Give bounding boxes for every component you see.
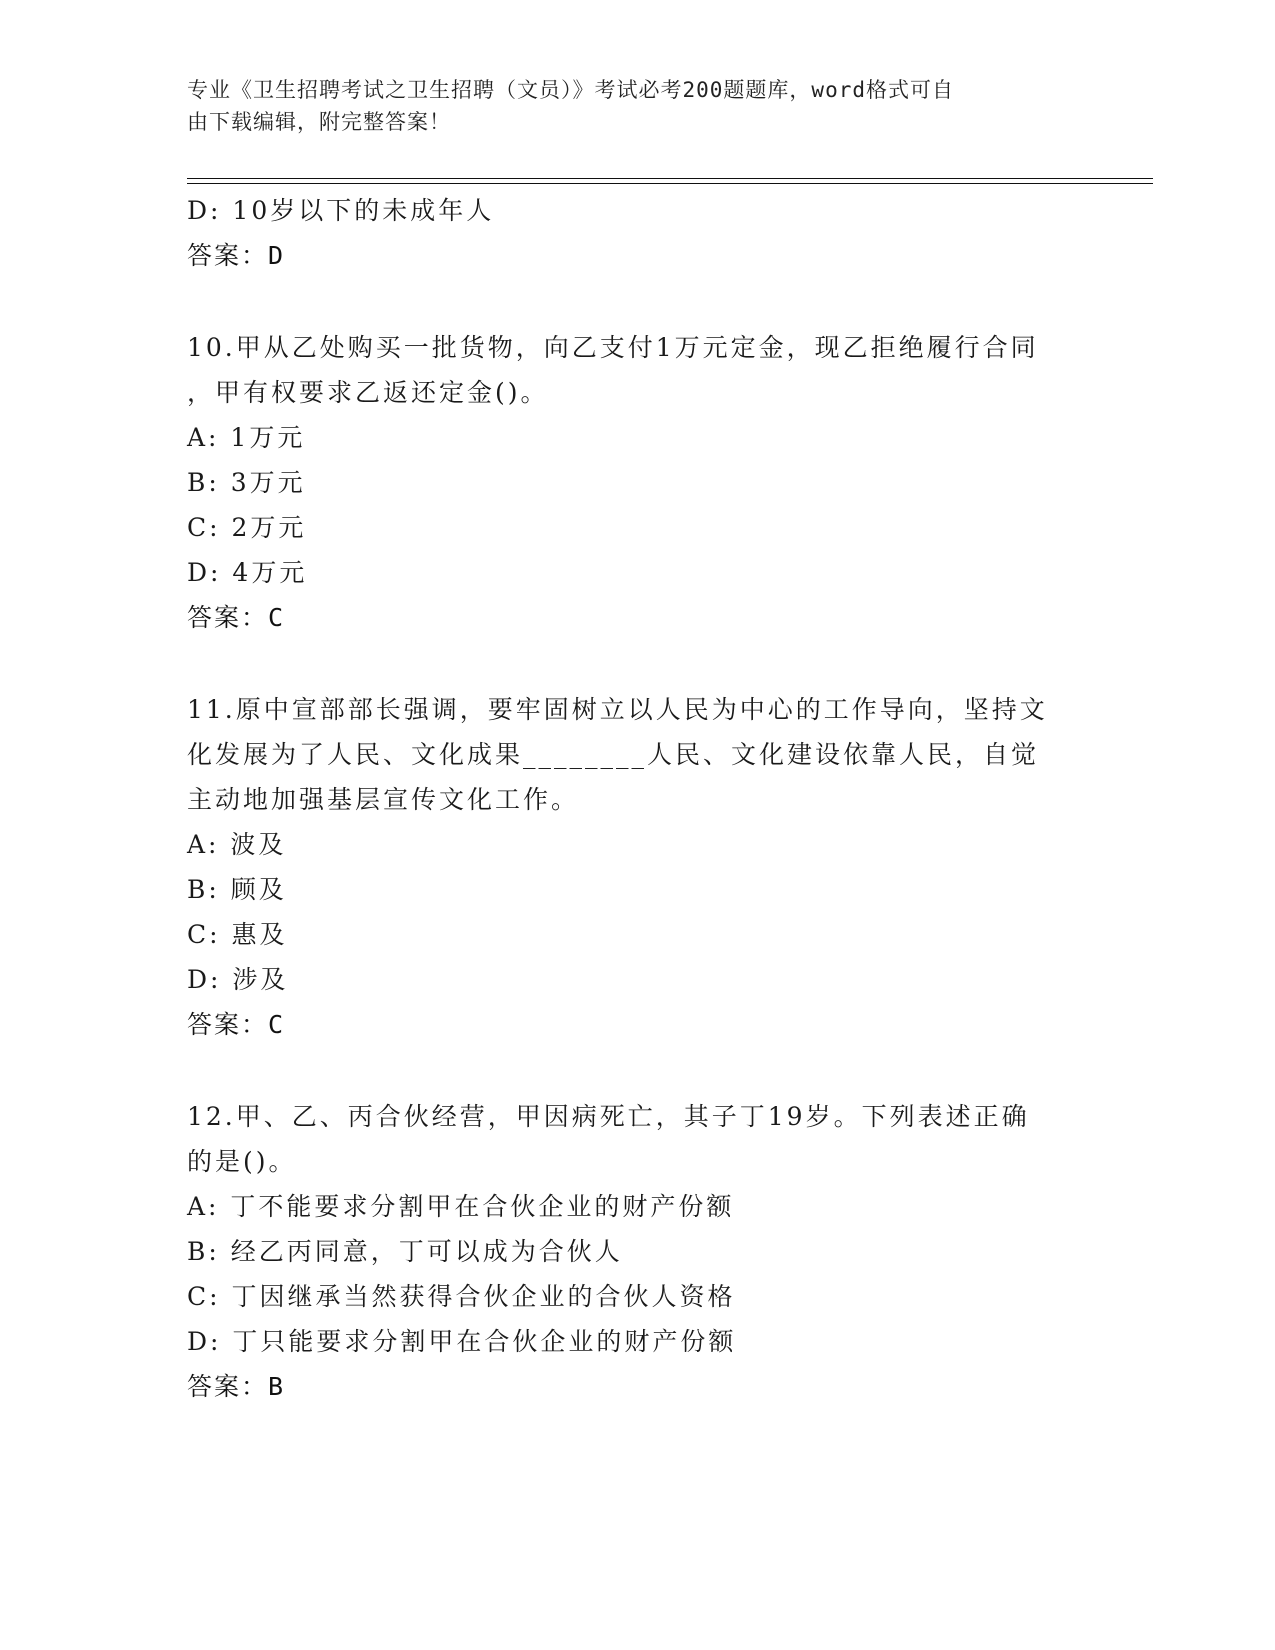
header-line-2: 由下载编辑，附完整答案！	[187, 110, 451, 134]
option-c: C: 2万元	[187, 513, 307, 542]
answer-line: 答案：C	[187, 603, 286, 632]
spacer	[187, 640, 1087, 687]
option-a: A: 波及	[187, 830, 287, 859]
question-stem-line: 主动地加强基层宣传文化工作。	[187, 785, 580, 814]
page-header	[187, 74, 1067, 138]
option-b: B: 经乙丙同意，丁可以成为合伙人	[187, 1237, 623, 1266]
question-stem-line: 11.原中宣部部长强调，要牢固树立以人民为中心的工作导向，坚持文	[187, 695, 1048, 724]
option-a: A: 1万元	[187, 423, 306, 452]
option-b: B: 3万元	[187, 468, 306, 497]
header-divider-bottom	[187, 183, 1153, 184]
question-10	[187, 325, 1087, 640]
question-stem-line: 化发展为了人民、文化成果________人民、文化建设依靠人民，自觉	[187, 740, 1040, 769]
question-11	[187, 687, 1087, 1047]
answer-line: 答案：D	[187, 241, 286, 270]
option-c: C: 丁因继承当然获得合伙企业的合伙人资格	[187, 1282, 736, 1311]
option-d: D: 涉及	[187, 965, 289, 994]
option-a: A: 丁不能要求分割甲在合伙企业的财产份额	[187, 1192, 735, 1221]
option-d: D: 4万元	[187, 558, 308, 587]
option-b: B: 顾及	[187, 875, 287, 904]
header-divider-top	[187, 178, 1153, 179]
prev-question-tail	[187, 188, 1087, 278]
option-d: D: 10岁以下的未成年人	[187, 196, 495, 225]
question-stem-line: 12.甲、乙、丙合伙经营，甲因病死亡，其子丁19岁。下列表述正确	[187, 1102, 1030, 1131]
answer-line: 答案：B	[187, 1372, 286, 1401]
spacer	[187, 278, 1087, 325]
question-stem-line: 10.甲从乙处购买一批货物，向乙支付1万元定金，现乙拒绝履行合同	[187, 333, 1039, 362]
header-line-1: 专业《卫生招聘考试之卫生招聘（文员）》考试必考200题题库，word格式可自	[187, 78, 954, 102]
answer-line: 答案：C	[187, 1010, 286, 1039]
question-12	[187, 1094, 1087, 1409]
question-stem-line: 的是()。	[187, 1147, 297, 1176]
document-body	[187, 188, 1087, 1409]
question-stem-line: ，甲有权要求乙返还定金()。	[187, 378, 549, 407]
option-c: C: 惠及	[187, 920, 288, 949]
spacer	[187, 1047, 1087, 1094]
option-d: D: 丁只能要求分割甲在合伙企业的财产份额	[187, 1327, 737, 1356]
